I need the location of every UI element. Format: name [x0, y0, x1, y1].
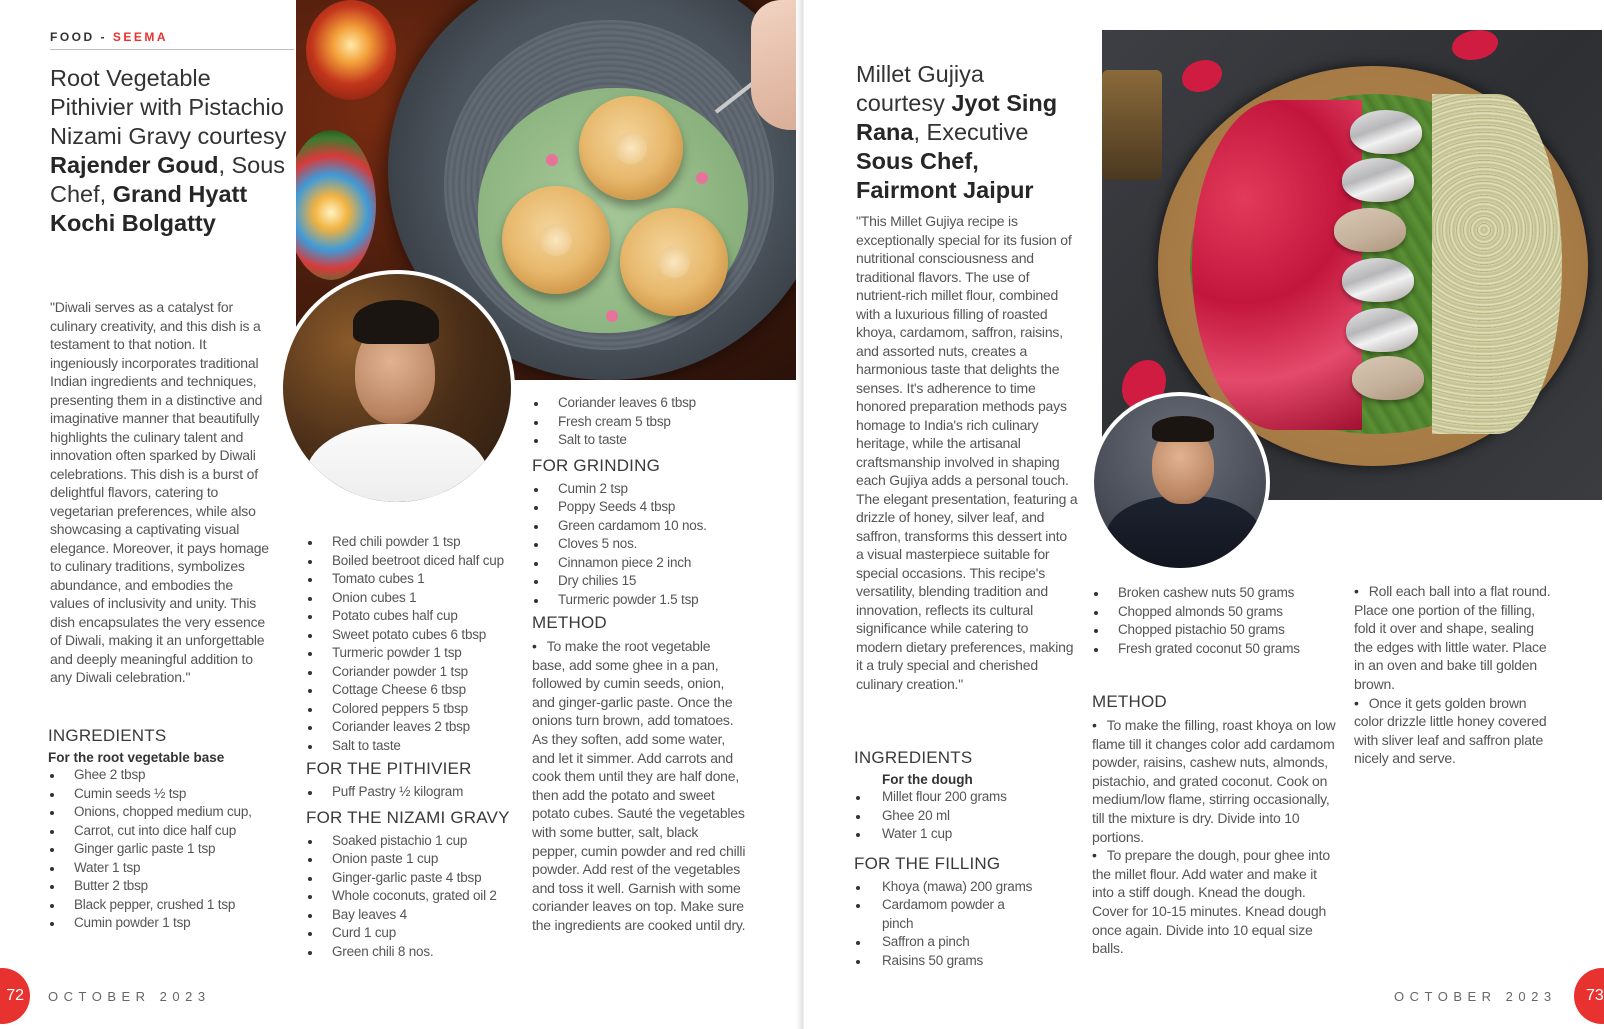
- author-name: SEEMA: [112, 30, 169, 44]
- list-item: Cumin seeds ½ tsp: [48, 785, 288, 804]
- list-item: Colored peppers 5 tbsp: [306, 700, 518, 719]
- edible-flower: [696, 172, 708, 184]
- chef-hand: [751, 0, 800, 130]
- gujiya: [1352, 356, 1424, 400]
- left-intro-quote: "Diwali serves as a catalyst for culinary creativity, and this dish is a testament to that notion. It ingeniously incorporates traditional Indian ingredients and techniques, presenting them in a distinctive and imaginative manner that beautifully highlights the culinary talent and innovation often sparked by Diwali celebrations. This dish is a burst of delightful flavors, catering to vegetarian preferences, while also showcasing a captivating visual elegance. Moreover, it pays homage to culinary traditions, symbolizes abundance, and embodies the values of inclusivity and unity. This dish encapsulates the very essence of Diwali, making it an unforgettable and deeply meaningful addition to any Diwali celebration.": [50, 299, 269, 685]
- list-item: Fresh cream 5 tbsp: [532, 413, 746, 432]
- page-number-left: 72: [0, 968, 30, 1024]
- right-col3: [1354, 582, 1554, 768]
- chef-name: Jyot Sing Rana: [856, 90, 1058, 145]
- list-item: Cloves 5 nos.: [532, 535, 746, 554]
- filling-list: [854, 878, 1034, 971]
- pithivier-pie: [579, 96, 683, 200]
- section-label: FOOD: [50, 30, 95, 44]
- edible-flower: [546, 154, 558, 166]
- list-item: Green chili 8 nos.: [306, 943, 518, 962]
- list-item: Sweet potato cubes 6 tbsp: [306, 626, 518, 645]
- chef-portrait-rajender: [279, 270, 515, 506]
- list-item: Soaked pistachio 1 cup: [306, 832, 518, 851]
- list-item: Ghee 2 tbsp: [48, 766, 288, 785]
- role-hotel: Sous Chef, Fairmont Jaipur: [856, 148, 1034, 203]
- list-item: Salt to taste: [306, 737, 518, 756]
- list-item: Turmeric powder 1.5 tsp: [532, 591, 746, 610]
- header-rule: [50, 49, 294, 50]
- title-role: , Sous Chef,: [50, 152, 286, 207]
- chef-name: Rajender Goud: [50, 152, 219, 178]
- list-item: Carrot, cut into dice half cup: [48, 822, 288, 841]
- grinding-heading: FOR GRINDING: [532, 455, 661, 475]
- list-item: Green cardamom 10 nos.: [532, 517, 746, 536]
- chopped-nuts: [1432, 94, 1562, 434]
- right-method-col2: [1354, 582, 1554, 768]
- list-item: Salt to taste: [532, 431, 746, 450]
- right-intro-quote: "This Millet Gujiya recipe is exceptionally special for its fusion of nutritional consciousness and traditional flavors. The use of nutrient-rich millet flour, combined with a luxurious filling of roasted khoya, cardamom, saffron, raisins, and assorted nuts, creates a harmonious taste that delights the senses. It's adherence to time honored preparation methods pays homage to India's rich culinary heritage, while the artisanal craftsmanship involved in shaping each Gujiya adds a personal touch. The elegant presentation, featuring a drizzle of honey, silver leaf, and saffron, transforms this dessert into a visual masterpiece suitable for special occasions. This recipe's versatility, blending tradition and innovation, reflects its cultural significance while catering to modern dietary preferences, making it a truly special and cherished culinary creation.": [856, 213, 1078, 692]
- chef-hair: [353, 300, 439, 344]
- list-item: Whole coconuts, grated oil 2: [306, 887, 518, 906]
- title-role: , Executive: [913, 119, 1029, 145]
- list-item: Onions, chopped medium cup,: [48, 803, 288, 822]
- pithivier-pie: [620, 208, 728, 316]
- left-page: [0, 0, 800, 1029]
- left-ingredients-col2: [306, 533, 518, 961]
- list-item: Ghee 20 ml: [854, 807, 1074, 826]
- nizami-list-cont: [532, 394, 746, 450]
- left-method: [532, 637, 746, 935]
- diya-candle: [306, 0, 396, 100]
- nizami-heading: FOR THE NIZAMI GRAVY: [306, 807, 510, 827]
- left-col3: [532, 394, 746, 935]
- left-ingredients-col1: [48, 724, 288, 933]
- method-step: • To prepare the dough, pour ghee into the millet flour. Add water and make it into a stiff dough. Knead the dough. Cover for 10-15 minutes. Knead dough once again. Divide into 10 equal size balls.: [1092, 846, 1340, 958]
- list-item: Saffron a pinch: [854, 933, 1034, 952]
- list-item: Coriander powder 1 tsp: [306, 663, 518, 682]
- list-item: Potato cubes half cup: [306, 607, 518, 626]
- chef-hair: [1152, 416, 1214, 442]
- section-separator: -: [94, 30, 113, 44]
- ingredients-heading: INGREDIENTS: [48, 726, 167, 745]
- title-text: Root Vegetable Pithivier with Pistachio Nizami Gravy courtesy: [50, 65, 287, 149]
- list-item: Cinnamon piece 2 inch: [532, 554, 746, 573]
- nizami-list: [306, 832, 518, 962]
- list-item: Cottage Cheese 6 tbsp: [306, 681, 518, 700]
- pithivier-list: [306, 783, 518, 802]
- list-item: Raisins 50 grams: [854, 952, 1034, 971]
- list-item: Water 1 cup: [854, 825, 1074, 844]
- chef-portrait-jyot: [1090, 392, 1270, 572]
- list-item: Coriander leaves 2 tbsp: [306, 718, 518, 737]
- pithivier-heading: FOR THE PITHIVIER: [306, 759, 472, 778]
- list-item: Curd 1 cup: [306, 924, 518, 943]
- section-tag: [50, 30, 168, 44]
- rose-petals: [1192, 100, 1362, 430]
- list-item: Puff Pastry ½ kilogram: [306, 783, 518, 802]
- right-ingredients-col1: [854, 746, 1074, 970]
- gujiya: [1334, 208, 1406, 252]
- left-recipe-title: [50, 64, 290, 238]
- list-item: Chopped almonds 50 grams: [1092, 603, 1340, 622]
- ingredients-heading: INGREDIENTS: [854, 748, 973, 767]
- gujiya: [1342, 258, 1414, 302]
- page-number-right: 73: [1574, 968, 1604, 1024]
- mosaic-lantern: [296, 130, 376, 280]
- brass-lantern: [1102, 70, 1162, 180]
- list-item: Ginger-garlic paste 4 tbsp: [306, 869, 518, 888]
- dough-subheading: For the dough: [882, 772, 973, 787]
- list-item: Onion cubes 1: [306, 589, 518, 608]
- footer-month-left: OCTOBER 2023: [48, 989, 211, 1004]
- loose-petal: [1452, 30, 1498, 60]
- right-col2: [1092, 584, 1340, 958]
- list-item: Cumin 2 tsp: [532, 480, 746, 499]
- list-item: Coriander leaves 6 tbsp: [532, 394, 746, 413]
- list-item: Bay leaves 4: [306, 906, 518, 925]
- footer-month-right: OCTOBER 2023: [1394, 989, 1557, 1004]
- chef-coat: [1106, 496, 1262, 572]
- chef-coat: [305, 424, 489, 506]
- gujiya: [1346, 308, 1418, 352]
- list-item: Millet flour 200 grams: [854, 788, 1074, 807]
- edible-flower: [606, 310, 618, 322]
- base-list-2: [306, 533, 518, 755]
- list-item: Boiled beetroot diced half cup: [306, 552, 518, 571]
- pithivier-pie: [502, 186, 610, 294]
- list-item: Chopped pistachio 50 grams: [1092, 621, 1340, 640]
- method-heading: METHOD: [1092, 692, 1167, 711]
- filling-list-cont: [1092, 584, 1340, 658]
- method-heading: METHOD: [532, 613, 607, 632]
- right-recipe-title: [856, 60, 1076, 205]
- list-item: Poppy Seeds 4 tbsp: [532, 498, 746, 517]
- right-method-col1: [1092, 716, 1340, 958]
- list-item: Black pepper, crushed 1 tsp: [48, 896, 288, 915]
- method-step: • To make the root vegetable base, add some ghee in a pan, followed by cumin seeds, onion, and ginger-garlic paste. Once the onions turn brown, add tomatoes. As they soften, add some water, and let it simmer. Add carrots and cook them until they are half done, then add the potato and sweet potato cubes. Sauté the vegetables with some butter, salt, black pepper, cumin powder and red chilli powder. Add rest of the vegetables and toss it well. Garnish with some coriander leaves on top. Make sure the ingredients are cooked until dry.: [532, 637, 746, 935]
- list-item: Broken cashew nuts 50 grams: [1092, 584, 1340, 603]
- hotel-name: Grand Hyatt Kochi Bolgatty: [50, 181, 248, 236]
- gujiya: [1342, 158, 1414, 202]
- list-item: Khoya (mawa) 200 grams: [854, 878, 1034, 897]
- base-subheading: For the root vegetable base: [48, 750, 225, 765]
- list-item: Turmeric powder 1 tsp: [306, 644, 518, 663]
- list-item: Water 1 tsp: [48, 859, 288, 878]
- grinding-list: [532, 480, 746, 610]
- list-item: Dry chilies 15: [532, 572, 746, 591]
- list-item: Onion paste 1 cup: [306, 850, 518, 869]
- method-step: • Once it gets golden brown color drizzle little honey covered with sliver leaf and saffron plate nicely and serve.: [1354, 694, 1554, 768]
- list-item: Ginger garlic paste 1 tsp: [48, 840, 288, 859]
- list-item: Fresh grated coconut 50 grams: [1092, 640, 1340, 659]
- method-step: • Roll each ball into a flat round. Place one portion of the filling, fold it over and shape, sealing the edges with little water. Place in an oven and bake till golden brown.: [1354, 582, 1554, 694]
- loose-petal: [1182, 60, 1222, 92]
- gujiya: [1350, 110, 1422, 154]
- title-text: Millet Gujiya courtesy: [856, 61, 984, 116]
- list-item: Tomato cubes 1: [306, 570, 518, 589]
- method-step: • To make the filling, roast khoya on low flame till it changes color add cardamom powder, raisins, cashew nuts, almonds, pistachio, and grated coconut. Cook on medium/low flame, stirring occasionally, till the mixture is dry. Divide into 10 portions.: [1092, 716, 1340, 846]
- list-item: Cardamom powder a pinch: [854, 896, 1034, 933]
- list-item: Cumin powder 1 tsp: [48, 914, 288, 933]
- filling-heading: FOR THE FILLING: [854, 853, 1001, 873]
- base-list-1: [48, 766, 288, 933]
- list-item: Red chili powder 1 tsp: [306, 533, 518, 552]
- list-item: Butter 2 tbsp: [48, 877, 288, 896]
- right-page: [804, 0, 1604, 1029]
- dough-list: [854, 788, 1074, 844]
